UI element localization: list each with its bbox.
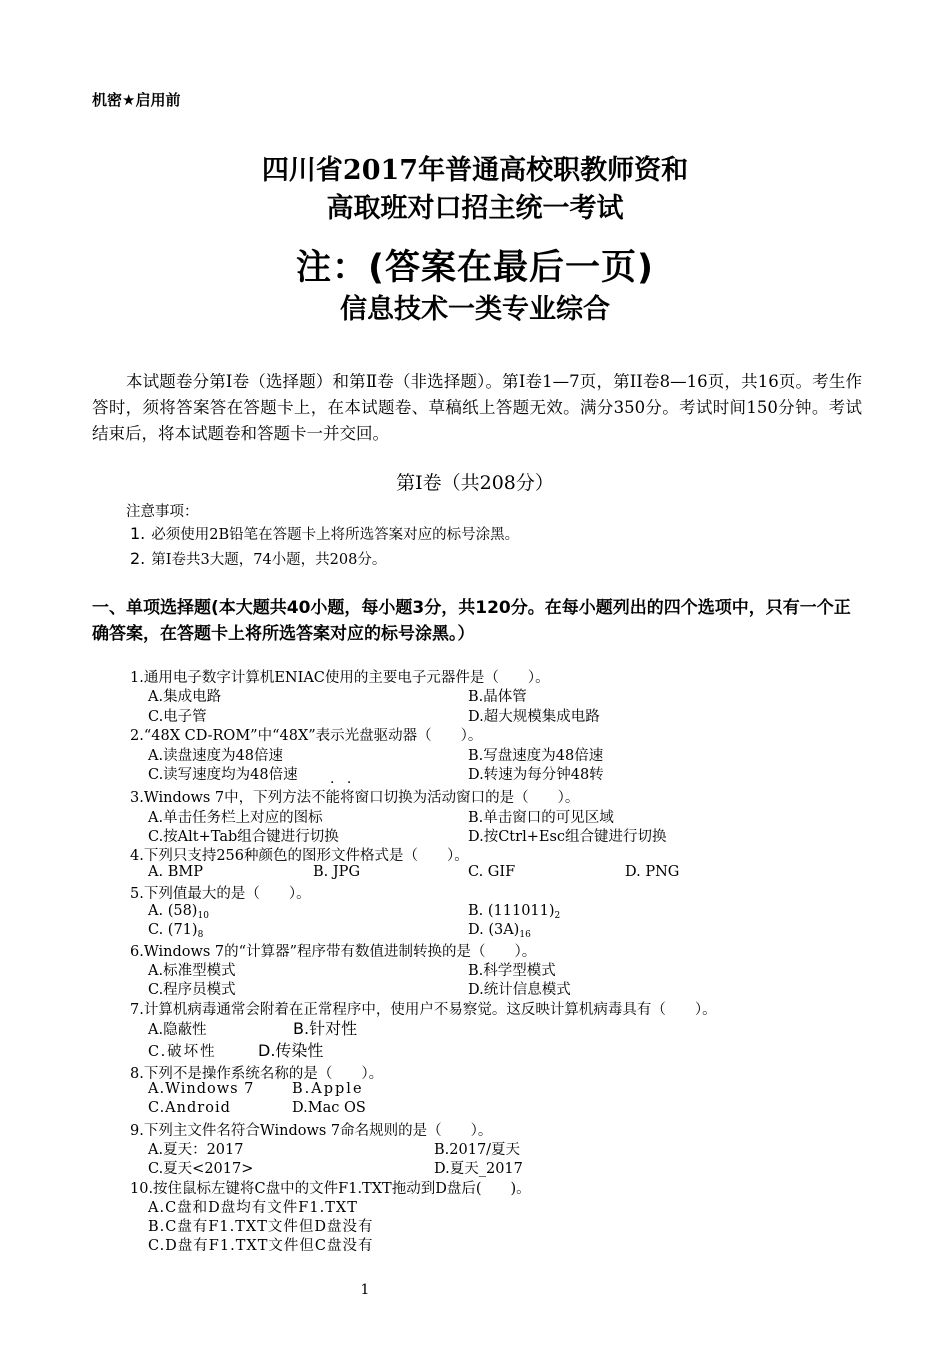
question-9-option-a: A.夏天：2017 (148, 1142, 244, 1158)
question-2-option-b: B.写盘速度为48倍速 (468, 748, 604, 764)
question-3-option-a: A.单击任务栏上对应的图标 (148, 810, 323, 826)
question-4-option-d: D. PNG (625, 864, 680, 880)
question-4-option-b: B. JPG (313, 864, 361, 880)
page-number: 1 (360, 1282, 370, 1298)
question-9-option-c: C.夏天<2017> (148, 1161, 254, 1177)
question-1-option-d: D.超大规模集成电路 (468, 709, 600, 725)
question-7-option-c: C.破坏性 (148, 1044, 217, 1060)
notice-item-text: 第Ⅰ卷共3大题，74小题，共208分。 (151, 552, 387, 568)
volume-title: 第Ⅰ卷（共208分） (396, 472, 554, 494)
question-1-option-c: C.电子管 (148, 709, 207, 725)
question-6-option-d: D.统计信息模式 (468, 982, 571, 998)
question-6-stem: 6.Windows 7的“计算器”程序带有数值进制转换的是（ ）。 (130, 944, 537, 960)
question-7-option-b: B.针对性 (293, 1019, 358, 1038)
question-2-option-a: A.读盘速度为48倍速 (148, 748, 284, 764)
notice-item-number: 1. (130, 524, 146, 543)
question-8-stem: 8.下列不是操作系统名称的是（ ）。 (130, 1066, 384, 1082)
notice-item-text: 必须使用2B铅笔在答题卡上将所选答案对应的标号涂黑。 (151, 527, 520, 543)
exam-title-line-2: 高取班对口招主统一考试 (326, 193, 624, 224)
question-1-option-b: B.晶体管 (468, 689, 527, 705)
question-3-option-d: D.按Ctrl+Esc组合键进行切换 (468, 829, 667, 845)
question-4-option-a: A. BMP (148, 864, 203, 880)
question-7-stem: 7.计算机病毒通常会附着在正常程序中，使用户不易察觉。这反映计算机病毒具有（ ）。 (130, 1002, 717, 1018)
question-1-stem: 1.通用电子数字计算机ENIAC使用的主要电子元器件是（ ）。 (130, 670, 550, 686)
question-7-option-a: A.隐蔽性 (148, 1022, 207, 1038)
question-9-option-d: D.夏天_2017 (434, 1161, 523, 1177)
question-10-option-a: A.C盘和D盘均有文件F1.TXT (148, 1200, 358, 1216)
question-6-option-a: A.标准型模式 (148, 963, 236, 979)
notice-item (130, 548, 386, 569)
notice-item (130, 523, 519, 544)
section-1-heading: 一、单项选择题(本大题共40小题，每小题3分，共120分。在每小题列出的四个选项中，只有一个正确答案，在答题卡上将所选答案对应的标号涂黑。） (92, 598, 851, 644)
question-4-stem: 4.下列只支持256种颜色的图形文件格式是（ ）。 (130, 848, 469, 864)
question-5-option-a: A. $(58)_{10}$ (148, 903, 209, 921)
question-9-stem: 9.下列主文件名符合Windows 7命名规则的是（ ）。 (130, 1123, 493, 1139)
question-10-stem: 10.按住鼠标左键将C盘中的文件F1.TXT拖动到D盘后( )。 (130, 1181, 531, 1197)
question-5-option-d: D. $(3A)_{16}$ (468, 922, 531, 940)
notice-heading: 注意事项： (126, 504, 199, 520)
question-6-option-c: C.程序员模式 (148, 982, 236, 998)
question-8-option-d: D.Mac OS (292, 1100, 366, 1116)
question-7-option-d: D.传染性 (258, 1041, 324, 1060)
question-1-option-a: A.集成电路 (148, 689, 222, 705)
question-2-option-c: C.读写速度均为48倍速 (148, 767, 298, 783)
question-5-option-c: C. $(71)_8$ (148, 922, 204, 940)
question-3-option-c: C.按Alt+Tab组合键进行切换 (148, 829, 339, 845)
confidential-label: 机密★启用前 (92, 91, 181, 109)
question-8-option-b: B.Apple (292, 1081, 364, 1097)
question-3-option-b: B.单击窗口的可见区域 (468, 810, 614, 826)
question-5-stem: 5.下列值最大的是（ ）。 (130, 886, 311, 902)
question-2-stem: 2.“48X CD-ROM”中“48X”表示光盘驱动器（ ）。 (130, 728, 483, 744)
emphasis-dots: . . (330, 771, 356, 787)
question-5-option-b: B. $(111011)_2$ (468, 903, 561, 921)
exam-title-line-1: 四川省2017年普通高校职教师资和 (261, 155, 689, 186)
question-9-option-b: B.2017/夏天 (434, 1142, 521, 1158)
question-3-stem: 3.Windows 7中，下列方法不能将窗口切换为活动窗口的是（ ）。 (130, 790, 580, 806)
answer-note: 注：(答案在最后一页) (296, 248, 654, 288)
notice-item-number: 2. (130, 549, 146, 568)
question-10-option-c: C.D盘有F1.TXT文件但C盘没有 (148, 1238, 374, 1254)
question-10-option-b: B.C盘有F1.TXT文件但D盘没有 (148, 1219, 374, 1235)
question-8-option-a: A.Windows 7 (148, 1081, 255, 1097)
question-4-option-c: C. GIF (468, 864, 516, 880)
question-6-option-b: B.科学型模式 (468, 963, 556, 979)
question-2-option-d: D.转速为每分钟48转 (468, 767, 604, 783)
question-8-option-c: C.Android (148, 1100, 231, 1116)
subject-title: 信息技术一类专业综合 (340, 294, 610, 325)
intro-paragraph: 本试题卷分第Ⅰ卷（选择题）和第Ⅱ卷（非选择题）。第Ⅰ卷1—7页，第II卷8—16页，共16页。考生作答时，须将答案答在答题卡上，在本试题卷、草稿纸上答题无效。满分350分。考试时间150分钟。考试结束后，将本试题卷和答题卡一并交回。 (92, 372, 862, 443)
